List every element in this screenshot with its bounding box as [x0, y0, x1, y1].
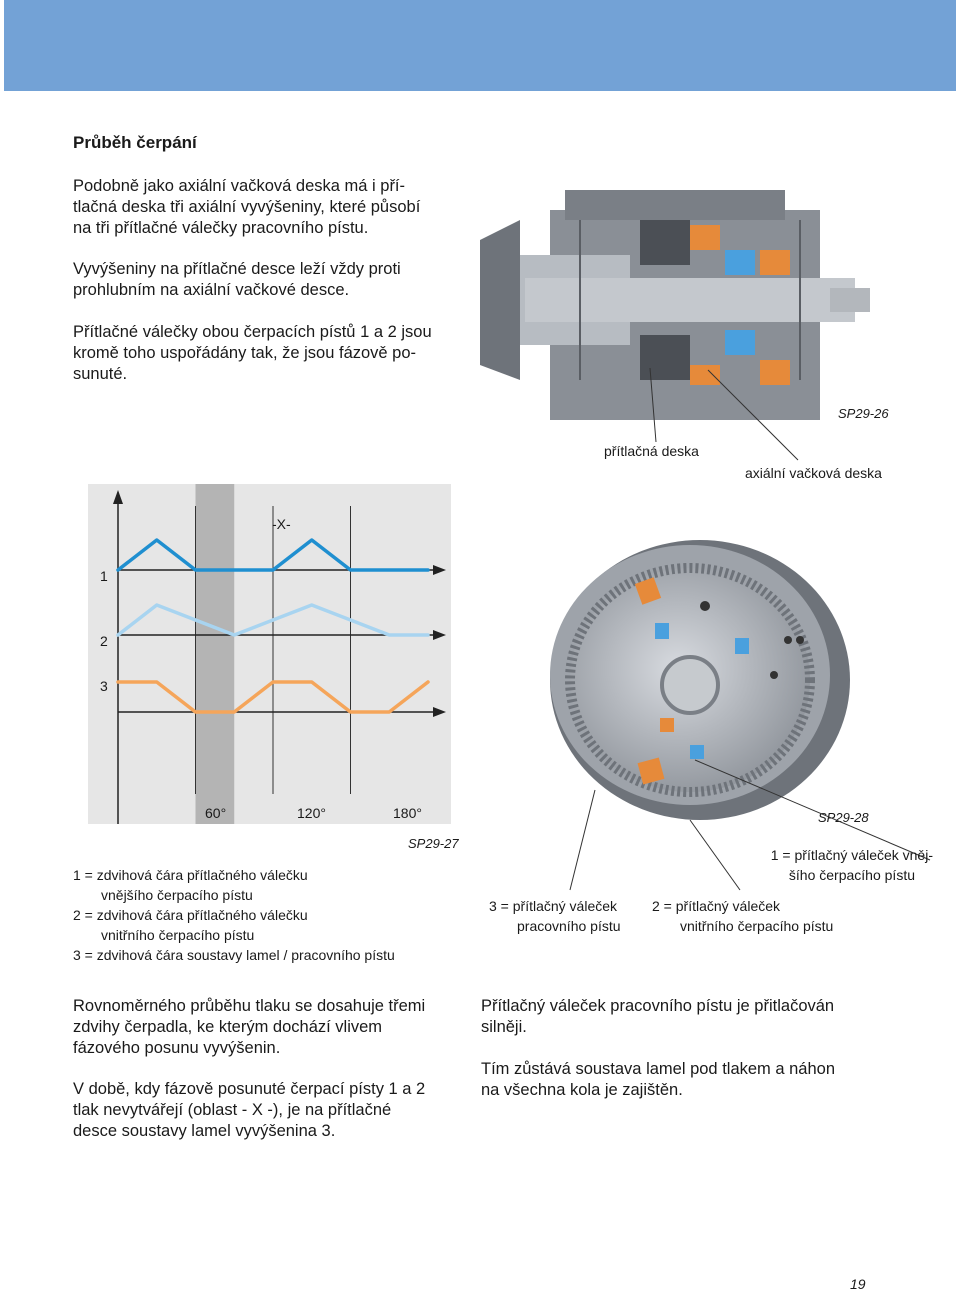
figure-code-chart: SP29-27: [408, 836, 459, 851]
label-roller-2: 2 = přítlačný váleček vnitřního čerpacího pístu: [652, 898, 834, 934]
paragraph-2: Vyvýšeniny na přítlačné desce leží vždy proti prohlubním na axiální vačkové desce.: [73, 260, 401, 299]
figure-code-top: SP29-26: [838, 406, 889, 421]
x-tick-120: 120°: [297, 805, 326, 821]
page-number: 19: [850, 1276, 866, 1292]
legend-item-2: 2 = zdvihová čára přítlačného válečku: [73, 907, 308, 923]
bottom-right-paragraph-2: Tím zůstává soustava lamel pod tlakem a náhon na všechna kola je zajištěn.: [481, 1060, 836, 1099]
shaded-region-x: [196, 484, 235, 824]
section-title: Průběh čerpání: [73, 133, 197, 152]
y-axis-arrow: [113, 490, 123, 504]
legend-item-3: 3 = zdvihová čára soustavy lamel / pracovního pístu: [73, 947, 395, 963]
x-tick-60: 60°: [205, 805, 227, 821]
row-label-2: 2: [100, 633, 108, 649]
row-label-3: 3: [100, 678, 108, 694]
stroke-chart-svg: [88, 484, 451, 824]
paragraph-1: Podobně jako axiální vačková deska má i pří- tlačná deska tři axiální vyvýšeniny, které působí na tři přítlačné válečky pracovního pístu.: [73, 177, 421, 237]
label-pressure-plate: přítlačná deska: [604, 443, 699, 459]
legend-item-1: 1 = zdvihová čára přítlačného válečku: [73, 867, 308, 883]
x-tick-180: 180°: [393, 805, 422, 821]
label-roller-3: 3 = přítlačný váleček pracovního pístu: [489, 898, 621, 934]
label-roller-1: 1 = přítlačný váleček vněj- šího čerpacího pístu: [770, 847, 933, 883]
bottom-left-paragraph-1: Rovnoměrného průběhu tlaku se dosahuje třemi zdvihy čerpadla, ke kterým dochází vlivem fázového posunu vyvýšenin.: [73, 997, 426, 1057]
region-x-label: -X-: [272, 516, 291, 532]
legend-item-1-cont: vnějšího čerpacího pístu: [101, 887, 253, 903]
chart-legend: [73, 865, 395, 965]
legend-item-2-cont: vnitřního čerpacího pístu: [101, 927, 255, 943]
row-label-1: 1: [100, 568, 108, 584]
bottom-right-paragraph-1: Přítlačný váleček pracovního pístu je přitlačován silněji.: [481, 997, 835, 1036]
row-axis-arrow-1: [433, 565, 446, 575]
row-axis-arrow-2: [433, 630, 446, 640]
row-axis-arrow-3: [433, 707, 446, 717]
figure-code-bottom: SP29-28: [818, 810, 869, 825]
stroke-chart: [88, 484, 451, 824]
bottom-left-paragraph-2: V době, kdy fázově posunuté čerpací písty 1 a 2 tlak nevytvářejí (oblast - X -), je na přítlačné desce soustavy lamel vyvýšenina 3.: [73, 1080, 426, 1140]
label-cam-plate: axiální vačková deska: [745, 465, 882, 481]
header-band: [4, 0, 956, 91]
paragraph-3: Přítlačné válečky obou čerpacích pístů 1 a 2 jsou kromě toho uspořádány tak, že jsou fázově po- sunuté.: [73, 323, 432, 383]
